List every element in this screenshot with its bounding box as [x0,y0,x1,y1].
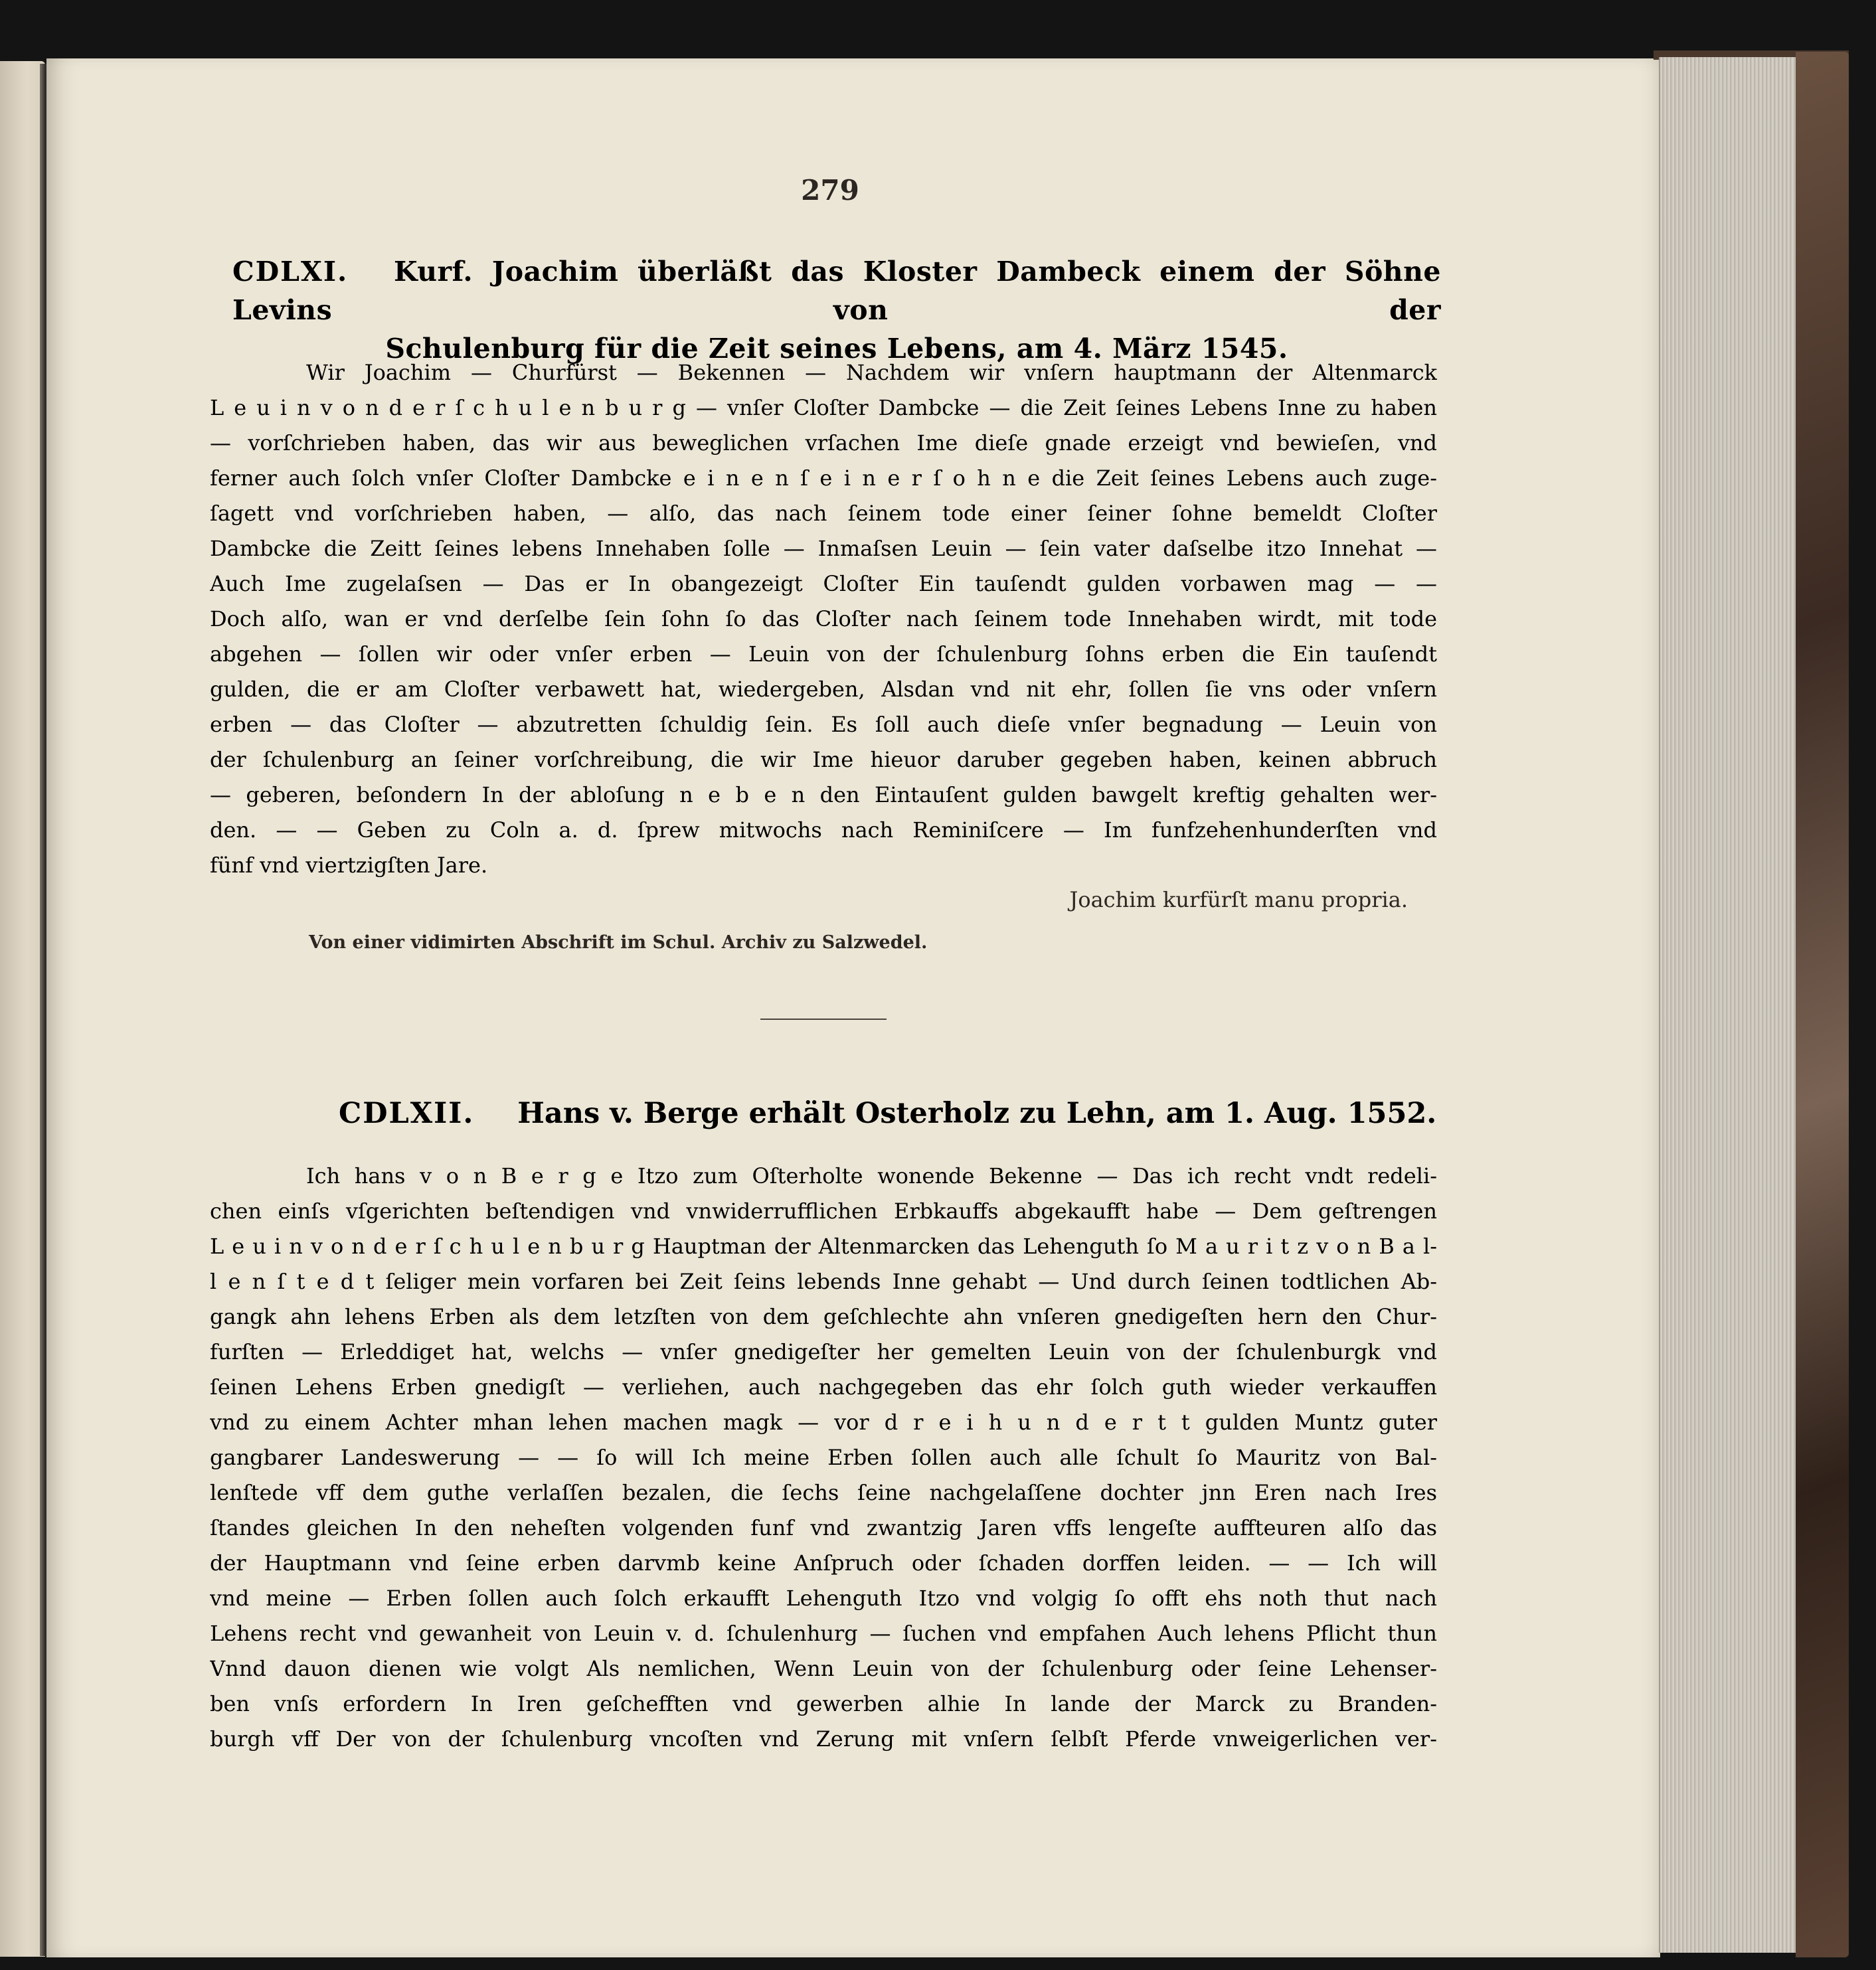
section-divider [760,1019,887,1020]
entry-2-text [210,1159,1437,1757]
entry-1-heading-line: Schulenburg für die Zeit seines Lebens, am 4. März 1545. [385,333,1288,365]
text-line: gangk ahn lehens Erben als dem letzſten von dem geſchlechte ahn vnſeren gnedigeſten hern den Chur- [210,1304,1437,1329]
text-line: burgh vff Der von der ſchulenburg vncoſten vnd Zerung mit vnſern ſelbſt Pferde vnweigerlichen ver- [210,1726,1437,1752]
entry-2-heading-text: Hans v. Berge erhält Osterholz zu Lehn, am 1. Aug. 1552. [517,1097,1437,1130]
signature: Joachim kurfürſt manu propria. [1069,887,1408,912]
text-line: erben — das Cloſter — abzutretten ſchuldig ſein. Es ſoll auch dieſe vnſer begnadung — Leuin von [210,712,1437,737]
text-line: ſagett vnd vorſchrieben haben, — alſo, das nach ſeinem tode einer ſeiner ſohne bemeldt Cloſter [210,501,1437,526]
text-line: l e n ſ t e d t ſeliger mein vorfaren bei Zeit ſeins lebends Inne gehabt — Und durch ſeinen todtlichen Ab- [210,1269,1437,1294]
text-line: Wir Joachim — Churfürst — Bekennen — Nachdem wir vnſern hauptmann der Altenmarck [306,360,1437,385]
text-line: lenſtede vff dem guthe verlaſſen bezalen, die ſechs ſeine nachgelaſſene dochter jnn Eren nach Ires [210,1480,1437,1505]
text-line: — vorſchrieben haben, das wir aus beweglichen vrſachen Ime dieſe gnade erzeigt vnd bewieſen, vnd [210,430,1437,455]
text-line: furſten — Erleddiget hat, welchs — vnſer gnedigeſter her gemelten Leuin von der ſchulenburgk vnd [210,1339,1437,1364]
entry-1-heading-line: Kurf. Joachim überläßt das Kloster Dambeck einem der Söhne Levins von der [232,256,1441,326]
text-line: ben vnſs erfordern In Iren geſchefften vnd gewerben alhie In lande der Marck zu Branden- [210,1691,1437,1716]
text-line: abgehen — ſollen wir oder vnſer erben — Leuin von der ſchulenburg ſohns erben die Ein tauſendt [210,641,1437,667]
text-line: L e u i n v o n d e r ſ c h u l e n b u r g — vnſer Cloſter Dambcke — die Zeit ſeines Lebens Inne zu haben [210,395,1437,420]
text-line: ſeinen Lehens Erben gnedigſt — verliehen, auch nachgegeben das ehr ſolch guth wieder verkauffen [210,1374,1437,1400]
left-page-edge [0,61,45,1957]
text-line: den. — — Geben zu Coln a. d. ſprew mitwochs nach Reminiſcere — Im funfzehenhunderſten vnd [210,817,1437,843]
entry-1-number: CDLXI. [232,256,349,287]
text-line: chen einſs vſgerichten beſtendigen vnd vnwiderrufflichen Erbkauffs abgekaufft habe — Dem geſtrengen [210,1198,1437,1224]
text-line: Ich hans v o n B e r g e Itzo zum Oſterholte wonende Bekenne — Das ich recht vndt redeli- [306,1163,1437,1189]
page-number: 279 [801,174,859,206]
entry-2-heading [339,1094,1437,1133]
page-block-edge [1659,57,1800,1953]
text-line: der Hauptmann vnd ſeine erben darvmb keine Anſpruch oder ſchaden dorffen leiden. — — Ich will [210,1550,1437,1576]
text-line: gangbarer Landeswerung — — ſo will Ich meine Erben ſollen auch alle ſchult ſo Mauritz von Bal- [210,1445,1437,1470]
text-line: gulden, die er am Cloſter verbawett hat, wiedergeben, Alsdan vnd nit ehr, ſollen ſie vns oder vnſern [210,677,1437,702]
text-line: Vnnd dauon dienen wie volgt Als nemlichen, Wenn Leuin von der ſchulenburg oder ſeine Lehenser- [210,1656,1437,1681]
entry-1-text [210,355,1437,883]
text-line: fünf vnd viertzigſten Jare. [210,853,488,878]
text-line: Dambcke die Zeitt ſeines lebens Innehaben ſolle — Inmaſsen Leuin — ſein vater daſselbe itzo Innehat — [210,536,1437,561]
text-line: ſtandes gleichen In den neheſten volgenden funf vnd zwantzig Jaren vffs lengeſte auffteuren alſo das [210,1515,1437,1540]
text-line: ferner auch ſolch vnſer Cloſter Dambcke e i n e n ſ e i n e r ſ o h n e die Zeit ſeines Lebens auch zuge- [210,465,1437,491]
text-line: vnd zu einem Achter mhan lehen machen magk — vor d r e i h u n d e r t t gulden Muntz guter [210,1410,1437,1435]
book-cover [1796,52,1849,1957]
text-line: Doch alſo, wan er vnd derſelbe ſein ſohn ſo das Cloſter nach ſeinem tode Innehaben wirdt, mit tode [210,606,1437,631]
entry-1-heading [232,252,1441,368]
text-line: Lehens recht vnd gewanheit von Leuin v. d. ſchulenhurg — ſuchen vnd empfahen Auch lehens Pflicht thun [210,1621,1437,1646]
entry-2-number: CDLXII. [339,1097,475,1130]
text-line: vnd meine — Erben ſollen auch ſolch erkaufft Lehenguth Itzo vnd volgig ſo offt ehs noth thut nach [210,1586,1437,1611]
text-line: Auch Ime zugelaſsen — Das er In obangezeigt Cloſter Ein tauſendt gulden vorbawen mag — — [210,571,1437,596]
source-note: Von einer vidimirten Abschrift im Schul. Archiv zu Salzwedel. [309,932,928,953]
text-line: — geberen, beſondern In der abloſung n e b e n den Eintauſent gulden bawgelt kreftig gehalten wer- [210,782,1437,807]
text-line: der ſchulenburg an ſeiner vorſchreibung, die wir Ime hieuor daruber gegeben haben, keinen abbruch [210,747,1437,772]
text-line: L e u i n v o n d e r ſ c h u l e n b u r g Hauptman der Altenmarcken das Lehenguth ſo M a u r i t z v o n B a l- [210,1234,1437,1259]
